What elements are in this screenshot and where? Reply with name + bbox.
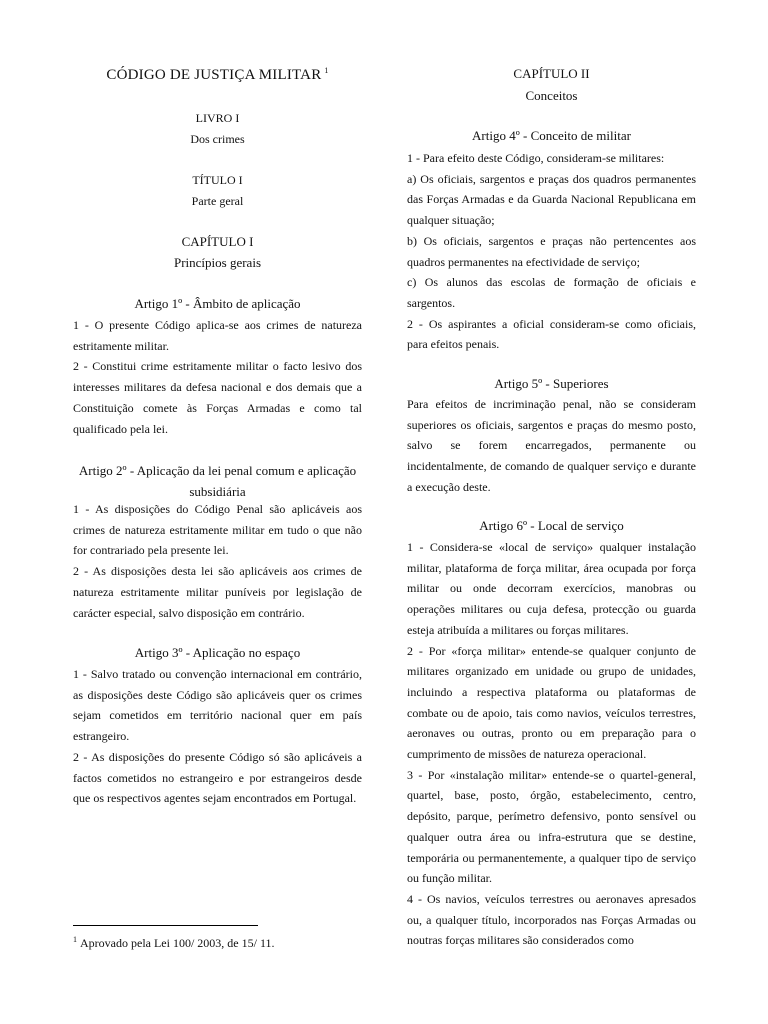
document-title: CÓDIGO DE JUSTIÇA MILITAR $^1$ bbox=[106, 66, 329, 83]
article-2-heading: Artigo 2º - Aplicação da lei penal comum e aplicação subsidiária bbox=[78, 463, 357, 499]
article-4-body bbox=[407, 148, 696, 355]
article-2-body bbox=[73, 499, 362, 623]
article-1-paragraph: 1 - O presente Código aplica-se aos crimes de natureza estritamente militar. bbox=[73, 318, 362, 353]
footnote-text: Aprovado pela Lei 100/ 2003, de 15/ 11. bbox=[80, 936, 275, 950]
capitulo-2-subheading: Conceitos bbox=[525, 88, 578, 103]
article-3-heading: Artigo 3º - Aplicação no espaço bbox=[134, 645, 301, 660]
livro-heading: LIVRO I bbox=[195, 111, 240, 125]
article-4-paragraph: 2 - Os aspirantes a oficial consideram-se como oficiais, para efeitos penais. bbox=[407, 316, 696, 352]
article-1-heading: Artigo 1º - Âmbito de aplicação bbox=[134, 296, 301, 311]
article-2-paragraph: 1 - As disposições do Código Penal são aplicáveis aos crimes de natureza estritamente militar em tudo o que não for contrariado pela presente lei. bbox=[73, 502, 362, 558]
article-6-paragraph: 3 - Por «instalação militar» entende-se o quartel-general, quartel, base, posto, órgão, estabelecimento, centro, depósito, parque, perímetro defensivo, ponto sensível ou qualquer outra área ou infra-estrutura que se destine, temporária ou permanentemente, a qualquer tipo de serviço ou função militar. bbox=[407, 767, 696, 886]
capitulo-subheading: Princípios gerais bbox=[173, 255, 261, 270]
footnote-marker: 1 bbox=[73, 935, 77, 944]
article-3-paragraph: 2 - As disposições do presente Código só são aplicáveis a factos cometidos no estrangeiro e por estrangeiros desde que os respectivos agentes sejam encontrados em Portugal. bbox=[73, 749, 362, 806]
article-2-paragraph: 2 - As disposições desta lei são aplicáveis aos crimes de natureza estritamente militar puníveis por legislação de carácter especial, salvo disposição em contrário. bbox=[73, 564, 362, 620]
article-4-heading: Artigo 4º - Conceito de militar bbox=[472, 128, 631, 143]
article-6-paragraph: 4 - Os navios, veículos terrestres ou aeronaves apresados ou, a qualquer título, incorporados nas Forças Armadas ou noutras forças militares são considerados como bbox=[407, 891, 696, 948]
article-5-body bbox=[407, 394, 696, 498]
article-3-body bbox=[73, 664, 362, 809]
article-4-paragraph: c) Os alunos das escolas de formação de oficiais e sargentos. bbox=[407, 275, 696, 310]
article-1-body bbox=[73, 315, 362, 439]
footnote bbox=[73, 935, 275, 951]
titulo-heading: TÍTULO I bbox=[192, 173, 243, 187]
article-4-paragraph: b) Os oficiais, sargentos e praças não pertencentes aos quadros permanentes na efectividade de serviço; bbox=[407, 233, 696, 269]
capitulo-heading: CAPÍTULO I bbox=[181, 234, 254, 249]
titulo-subheading: Parte geral bbox=[191, 194, 244, 208]
article-5-heading: Artigo 5º - Superiores bbox=[494, 376, 609, 391]
article-6-body bbox=[407, 537, 696, 951]
article-6-paragraph: 2 - Por «força militar» entende-se qualquer conjunto de militares organizado em unidade ou grupo de unidades, incluindo a respectiva plataforma ou plataformas de combate ou de apoio, tais como navios, veículos terrestres, aeronaves ou outras, pronto ou em preparação para o cumprimento de missões de natureza operacional. bbox=[407, 643, 696, 762]
article-6-paragraph: 1 - Considera-se «local de serviço» qualquer instalação militar, plataforma de força militar, área ocupada por força militar ou onde decorram exercícios, manobras ou operações militares ou cuja defesa, protecção ou guarda esteja atribuída a militares ou forças militares. bbox=[407, 540, 696, 637]
article-4-paragraph: a) Os oficiais, sargentos e praças dos quadros permanentes das Forças Armadas e da Guarda Nacional Republicana em qualquer situação; bbox=[407, 171, 696, 228]
article-4-paragraph: 1 - Para efeito deste Código, consideram-se militares: bbox=[407, 151, 665, 165]
capitulo-2-heading: CAPÍTULO II bbox=[513, 66, 590, 81]
livro-subheading: Dos crimes bbox=[190, 132, 245, 146]
article-3-paragraph: 1 - Salvo tratado ou convenção internacional em contrário, as disposições deste Código são aplicáveis quer os crimes sejam cometidos em território nacional quer em país estrangeiro. bbox=[73, 667, 362, 744]
article-6-heading: Artigo 6º - Local de serviço bbox=[479, 518, 624, 533]
title-footnote-marker: 1 bbox=[324, 66, 329, 75]
article-5-paragraph: Para efeitos de incriminação penal, não se consideram superiores os oficiais, sargentos e praças do mesmo posto, salvo se forem encarregados, permanente ou incidentalmente, de comando de qualquer serviço e durante a execução deste. bbox=[407, 397, 696, 494]
footnote-divider bbox=[73, 925, 258, 926]
article-1-paragraph: 2 - Constitui crime estritamente militar o facto lesivo dos interesses militares da defesa nacional e dos demais que a Constituição comete às Forças Armadas e como tal qualificado pela lei. bbox=[73, 359, 362, 436]
